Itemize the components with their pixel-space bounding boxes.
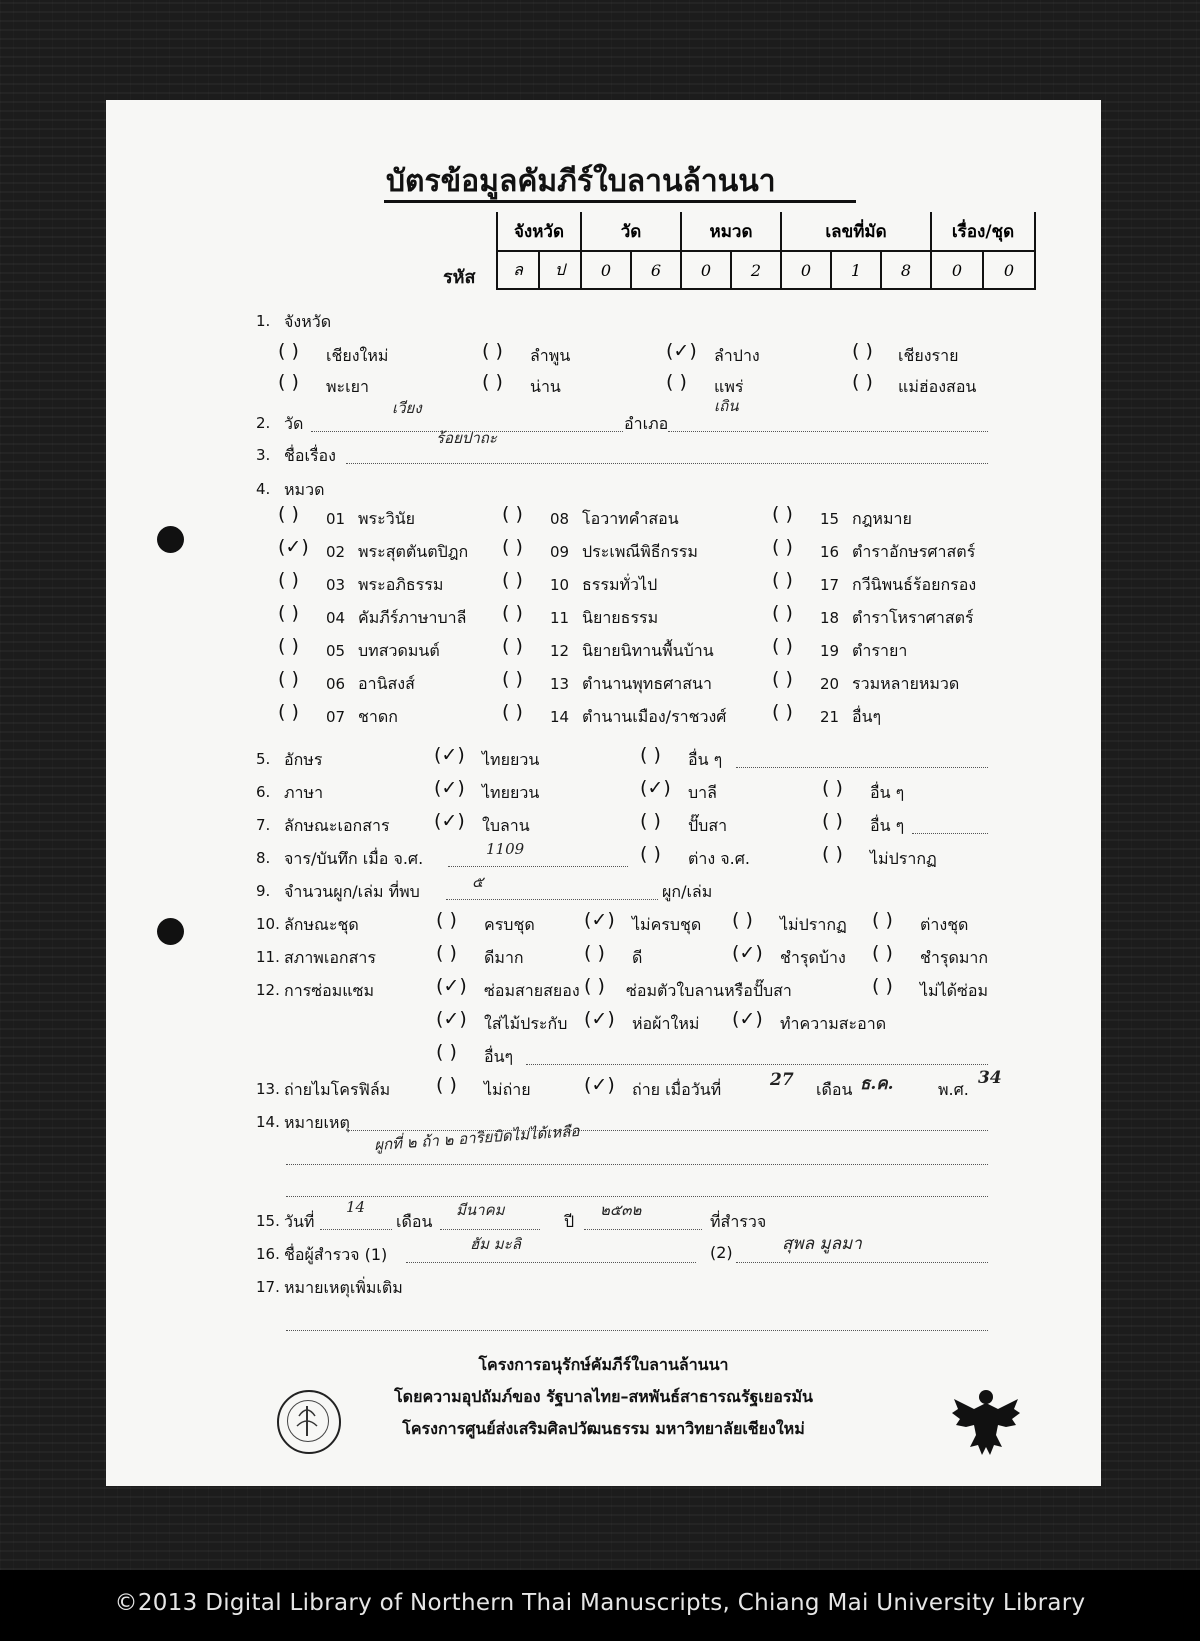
category-code: 14 (550, 708, 570, 726)
code-digit: 8 (881, 251, 931, 289)
survey-day-label: วันที่ (284, 1212, 315, 1231)
german-eagle-icon (952, 1385, 1020, 1459)
checkbox[interactable]: ( ) (584, 975, 605, 997)
checkbox-checked[interactable]: (✓) (666, 340, 697, 362)
checkbox[interactable]: ( ) (278, 340, 299, 362)
checkbox[interactable]: ( ) (852, 340, 873, 362)
checkbox[interactable]: ( ) (278, 503, 299, 525)
option-label: อื่นๆ (484, 1047, 514, 1066)
checkbox[interactable]: ( ) (640, 843, 661, 865)
option-label: ปั๊บสา (688, 816, 728, 835)
category-code: 10 (550, 576, 570, 594)
microfilm-day: 27 (770, 1070, 794, 1090)
date-value: 1109 (486, 840, 525, 858)
option-label: น่าน (530, 377, 561, 396)
option-label: ลำปาง (714, 346, 760, 365)
category-name: ตำนานพุทธศาสนา (582, 674, 712, 693)
microfilm-month-label: เดือน (816, 1080, 853, 1099)
category-name: ชาดก (358, 707, 398, 726)
card-title: บัตรข้อมูลคัมภีร์ใบลานล้านนา (386, 164, 776, 199)
code-header-category: หมวด (681, 212, 781, 251)
option-label: แพร่ (714, 377, 744, 396)
option-label: ใส่ไม้ประกับ (484, 1014, 568, 1033)
code-digit: 0 (983, 251, 1035, 289)
option-label: ชำรุดบ้าง (780, 948, 846, 967)
checkbox-checked[interactable]: (✓) (434, 777, 465, 799)
category-name: กวีนิพนธ์ร้อยกรอง (852, 575, 977, 594)
option-label: บาลี (688, 783, 717, 802)
category-code: 13 (550, 675, 570, 693)
category-code: 16 (820, 543, 840, 561)
section-number: 7. (256, 816, 271, 834)
category-name: ประเพณีพิธีกรรม (582, 542, 698, 561)
checkbox[interactable]: ( ) (584, 942, 605, 964)
survey-month: มีนาคม (456, 1201, 505, 1219)
province-label: จังหวัด (284, 312, 332, 331)
footer-sponsor: โดยความอุปถัมภ์ของ รัฐบาลไทย–สหพันธ์สาธารณรัฐเยอรมัน (394, 1387, 813, 1406)
category-name: นิยายนิทานพื้นบ้าน (582, 641, 714, 660)
option-label: ซ่อมตัวใบลานหรือปั๊บสา (626, 981, 792, 1000)
checkbox[interactable]: ( ) (772, 635, 793, 657)
option-label: พะเยา (326, 377, 369, 396)
option-label: ดีมาก (484, 948, 524, 967)
category-name: อานิสงส์ (358, 674, 415, 693)
section-number: 5. (256, 750, 271, 768)
checkbox[interactable]: ( ) (436, 942, 457, 964)
count-unit: ผูก/เล่ม (662, 882, 713, 901)
checkbox-checked[interactable]: (✓) (436, 1008, 467, 1030)
option-label: ถ่าย เมื่อวันที่ (632, 1080, 722, 1099)
category-name: โอวาทคำสอน (582, 509, 679, 528)
option-label: ทำความสะอาด (780, 1014, 887, 1033)
section-number: 12. (256, 981, 280, 999)
checkbox[interactable]: ( ) (772, 668, 793, 690)
section-number: 16. (256, 1245, 280, 1263)
category-code: 18 (820, 609, 840, 627)
category-code: 15 (820, 510, 840, 528)
checkbox[interactable]: ( ) (872, 942, 893, 964)
checkbox[interactable]: ( ) (872, 975, 893, 997)
checkbox-checked[interactable]: (✓) (436, 975, 467, 997)
option-label: อื่น ๆ (870, 816, 905, 835)
code-digit: ป (539, 251, 581, 289)
checkbox[interactable]: ( ) (278, 371, 299, 393)
option-label: ซ่อมสายสยอง (484, 981, 580, 1000)
category-name: อื่นๆ (852, 707, 882, 726)
category-code: 17 (820, 576, 840, 594)
section-number: 8. (256, 849, 271, 867)
checkbox-checked[interactable]: (✓) (732, 942, 763, 964)
option-label: ดี (632, 948, 643, 967)
microfilm-year: 34 (978, 1068, 1002, 1088)
section-number: 6. (256, 783, 271, 801)
code-digit: 2 (731, 251, 781, 289)
checkbox[interactable]: ( ) (502, 569, 523, 591)
category-code: 01 (326, 510, 346, 528)
checkbox[interactable]: ( ) (822, 810, 843, 832)
survey-day: 14 (346, 1198, 366, 1216)
section-number: 15. (256, 1212, 280, 1230)
title-value: ร้อยปาถะ (436, 429, 497, 447)
category-name: ตำรายา (852, 641, 908, 660)
option-label: ไม่ถ่าย (484, 1080, 531, 1099)
code-digit: 0 (781, 251, 831, 289)
checkbox[interactable]: ( ) (278, 602, 299, 624)
title-label: ชื่อเรื่อง (284, 446, 336, 465)
section-number: 17. (256, 1278, 280, 1296)
checkbox-checked[interactable]: (✓) (640, 777, 671, 799)
title-underline (384, 200, 856, 203)
category-name: กฎหมาย (852, 509, 912, 528)
code-header-province: จังหวัด (497, 212, 581, 251)
code-header-bundle: เลขที่มัด (781, 212, 931, 251)
language-label: ภาษา (284, 783, 324, 802)
checkbox[interactable]: ( ) (822, 777, 843, 799)
note-label: หมายเหตุ (284, 1113, 350, 1132)
checkbox[interactable]: ( ) (772, 701, 793, 723)
option-label: ไม่ปรากฏ (780, 915, 847, 934)
category-code: 04 (326, 609, 346, 627)
section-number: 1. (256, 312, 271, 330)
option-label: ห่อผ้าใหม่ (632, 1014, 700, 1033)
code-label: รหัส (443, 267, 476, 288)
section-number: 3. (256, 446, 271, 464)
checkbox[interactable]: ( ) (772, 503, 793, 525)
checkbox[interactable]: ( ) (502, 635, 523, 657)
category-code: 03 (326, 576, 346, 594)
category-name: ตำราอักษรศาสตร์ (852, 542, 976, 561)
temple-value: เวียง (392, 399, 422, 417)
category-code: 05 (326, 642, 346, 660)
section-number: 4. (256, 480, 271, 498)
survey-suffix: ที่สำรวจ (710, 1212, 767, 1231)
surveyor-name-2: สุพล มูลมา (782, 1234, 862, 1254)
checkbox[interactable]: ( ) (852, 371, 873, 393)
checkbox[interactable]: ( ) (502, 602, 523, 624)
checkbox[interactable]: ( ) (436, 1041, 457, 1063)
survey-year-label: ปี (564, 1212, 575, 1231)
option-label: อื่น ๆ (870, 783, 905, 802)
option-label: ไม่ได้ซ่อม (920, 981, 989, 1000)
checkbox-checked[interactable]: (✓) (584, 1074, 615, 1096)
code-header-temple: วัด (581, 212, 681, 251)
option-label: ต่าง จ.ศ. (688, 849, 750, 868)
checkbox-checked[interactable]: (✓) (732, 1008, 763, 1030)
count-label: จำนวนผูก/เล่ม ที่พบ (284, 882, 420, 901)
survey-year: ๒๕๓๒ (600, 1201, 642, 1219)
checkbox[interactable]: ( ) (732, 909, 753, 931)
option-label: ครบชุด (484, 915, 535, 934)
temple-label: วัด (284, 414, 304, 433)
option-label: เชียงราย (898, 346, 959, 365)
code-digit: 0 (931, 251, 983, 289)
footer-center: โครงการศูนย์ส่งเสริมศิลปวัฒนธรรม มหาวิทยาลัยเชียงใหม่ (402, 1419, 805, 1438)
code-header-set: เรื่อง/ชุด (931, 212, 1035, 251)
checkbox[interactable]: ( ) (872, 909, 893, 931)
surveyor-label: ชื่อผู้สำรวจ (1) (284, 1245, 388, 1264)
category-name: พระสุตตันตปิฎก (358, 542, 469, 561)
category-code: 08 (550, 510, 570, 528)
checkbox[interactable]: ( ) (666, 371, 687, 393)
surveyor-name-1: ฮัม มะลิ (470, 1235, 521, 1253)
category-label: หมวด (284, 480, 325, 499)
checkbox[interactable]: ( ) (772, 536, 793, 558)
checkbox[interactable]: ( ) (436, 909, 457, 931)
category-code: 09 (550, 543, 570, 561)
option-label: ชำรุดมาก (920, 948, 989, 967)
code-digit: 0 (681, 251, 731, 289)
checkbox[interactable]: ( ) (502, 536, 523, 558)
university-seal-icon (277, 1390, 341, 1454)
checkbox[interactable]: ( ) (482, 371, 503, 393)
category-code: 19 (820, 642, 840, 660)
option-label: ไทยยวน (482, 783, 540, 802)
category-name: คัมภีร์ภาษาบาลี (358, 608, 467, 627)
checkbox-checked[interactable]: (✓) (278, 536, 309, 558)
category-code: 21 (820, 708, 840, 726)
condition-label: สภาพเอกสาร (284, 948, 376, 967)
category-code: 02 (326, 543, 346, 561)
checkbox[interactable]: ( ) (436, 1074, 457, 1096)
code-digit: 6 (631, 251, 681, 289)
microfilm-year-label: พ.ศ. (938, 1080, 969, 1099)
checkbox-checked[interactable]: (✓) (434, 744, 465, 766)
survey-month-label: เดือน (396, 1212, 433, 1231)
checkbox[interactable]: ( ) (502, 503, 523, 525)
checkbox[interactable]: ( ) (278, 668, 299, 690)
punch-hole (157, 918, 184, 945)
surveyor-label-2: (2) (710, 1243, 733, 1262)
category-name: พระวินัย (358, 509, 416, 528)
section-number: 2. (256, 414, 271, 432)
category-name: ตำนานเมือง/ราชวงศ์ (582, 707, 727, 726)
note-value: ผูกที่ ๒ ถ้า ๒ อาริยบิดไม่ได้เหลือ (373, 1121, 580, 1155)
code-table (496, 212, 1036, 290)
date-label: จาร/บันทึก เมื่อ จ.ศ. (284, 849, 424, 868)
option-label: แม่ฮ่องสอน (898, 377, 977, 396)
section-number: 11. (256, 948, 280, 966)
checkbox[interactable]: ( ) (278, 701, 299, 723)
checkbox[interactable]: ( ) (482, 340, 503, 362)
checkbox[interactable]: ( ) (772, 602, 793, 624)
section-number: 9. (256, 882, 271, 900)
extra-label: หมายเหตุเพิ่มเติม (284, 1278, 403, 1297)
repair-label: การซ่อมแซม (284, 981, 374, 1000)
category-code: 07 (326, 708, 346, 726)
checkbox-checked[interactable]: (✓) (434, 810, 465, 832)
microfilm-label: ถ่ายไมโครฟิล์ม (284, 1080, 391, 1099)
option-label: ต่างชุด (920, 915, 969, 934)
checkbox[interactable]: ( ) (772, 569, 793, 591)
option-label: ใบลาน (482, 816, 530, 835)
punch-hole (157, 526, 184, 553)
manuscript-data-card (106, 100, 1101, 1486)
checkbox[interactable]: ( ) (502, 701, 523, 723)
doctype-label: ลักษณะเอกสาร (284, 816, 390, 835)
option-label: ไทยยวน (482, 750, 540, 769)
category-code: 12 (550, 642, 570, 660)
category-code: 06 (326, 675, 346, 693)
script-label: อักษร (284, 750, 323, 769)
footer-project: โครงการอนุรักษ์คัมภีร์ใบลานล้านนา (478, 1355, 729, 1374)
count-value: ๕ (472, 873, 484, 891)
option-label: ลำพูน (530, 346, 571, 365)
code-digit: 0 (581, 251, 631, 289)
checkbox[interactable]: ( ) (502, 668, 523, 690)
checkbox[interactable]: ( ) (640, 744, 661, 766)
section-number: 14. (256, 1113, 280, 1131)
checkbox-checked[interactable]: (✓) (584, 909, 615, 931)
code-digit: 1 (831, 251, 881, 289)
option-label: ไม่ครบชุด (632, 915, 702, 934)
option-label: อื่น ๆ (688, 750, 723, 769)
district-label: อำเภอ (624, 414, 669, 433)
section-number: 13. (256, 1080, 280, 1098)
category-name: ธรรมทั่วไป (582, 575, 658, 594)
checkbox[interactable]: ( ) (278, 635, 299, 657)
category-name: บทสวดมนต์ (358, 641, 440, 660)
copyright-text: ©2013 Digital Library of Northern Thai Manuscripts, Chiang Mai University Library (114, 1590, 1086, 1616)
category-name: ตำราโหราศาสตร์ (852, 608, 974, 627)
option-label: ไม่ปรากฏ (870, 849, 937, 868)
checkbox[interactable]: ( ) (640, 810, 661, 832)
code-digit: ล (497, 251, 539, 289)
checkbox[interactable]: ( ) (278, 569, 299, 591)
category-name: พระอภิธรรม (358, 575, 444, 594)
option-label: เชียงใหม่ (326, 346, 389, 365)
category-name: รวมหลายหมวด (852, 674, 960, 693)
set-label: ลักษณะชุด (284, 915, 359, 934)
section-number: 10. (256, 915, 280, 933)
category-code: 11 (550, 609, 570, 627)
checkbox-checked[interactable]: (✓) (584, 1008, 615, 1030)
microfilm-month: ธ.ค. (860, 1074, 894, 1094)
category-name: นิยายธรรม (582, 608, 659, 627)
category-code: 20 (820, 675, 840, 693)
checkbox[interactable]: ( ) (822, 843, 843, 865)
district-value: เถิน (714, 397, 739, 415)
